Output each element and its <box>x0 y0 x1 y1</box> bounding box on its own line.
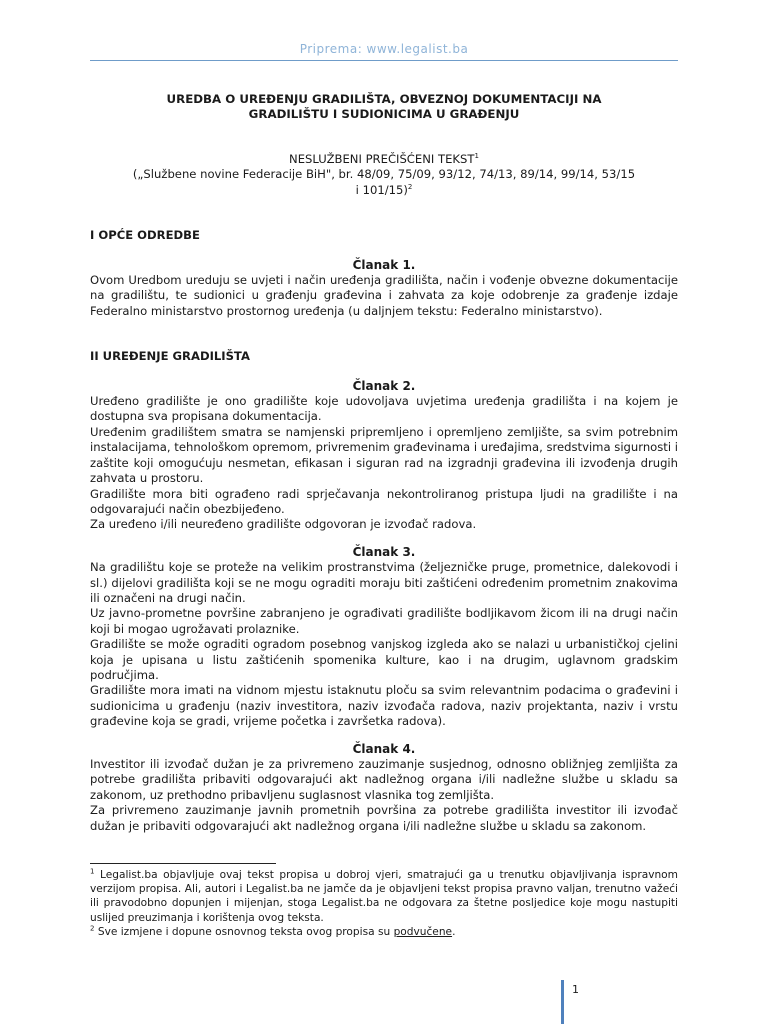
article-1-paragraph-1: Ovom Uredbom ureduju se uvjeti i način uređenja gradilišta, način i vođenje obvezne dokumentacije na gradilištu, te sudionici u građenju građevina i zahvata za koje odobrenje za građenje izdaje Federalno ministarstvo prostornog uređenja (u daljnjem tekstu: Federalno ministarstvo). <box>90 273 678 318</box>
document-subtitle <box>90 152 678 198</box>
page-number-bar <box>561 980 564 1024</box>
section-heading-2: II UREĐENJE GRADILIŠTA <box>90 349 250 364</box>
footnotes <box>90 868 678 939</box>
section-heading-1: I OPĆE ODREDBE <box>90 228 200 243</box>
title-line-2: GRADILIŠTU I SUDIONICIMA U GRAĐENJU <box>248 107 520 121</box>
article-2-paragraph-1: Uređeno gradilište je ono gradilište koje udovoljava uvjetima uređenja gradilišta i na kojem je dostupna sva propisana dokumentacija. <box>90 394 678 424</box>
page-number: 1 <box>572 983 579 996</box>
footnote-1-text: Legalist.ba objavljuje ovaj tekst propisa u dobroj vjeri, smatrajući ga u trenutku objavljivanja ispravnom verzijom propisa. Ali, autori i Legalist.ba ne jamče da je objavljeni tekst propisa pravno valjan, trenutno važeći ili pravodobno dopunjen i mijenjan, stoga Legalist.ba ne odgovara za štetne posljedice koje mogu nastupiti uslijed preuzimanja i korištenja ovog teksta. <box>90 869 678 924</box>
footnote-ref-2: 2 <box>407 182 413 191</box>
article-4-paragraph-2: Za privremeno zauzimanje javnih prometnih površina za potrebe gradilišta investitor ili izvođač dužan je pribaviti odgovarajući akt nadležnog organa i/ili nadležne službe u skladu sa zakonom. <box>90 803 678 833</box>
footnote-2-mark: 2 <box>90 924 95 933</box>
article-3-paragraph-4: Gradilište mora imati na vidnom mjestu istaknutu ploču sa svim relevantnim podacima o građevini i sudionicima u građenju (naziv investitora, naziv izvođača radova, naziv projektanta, naziv i vrstu građevine koja se gradi, vrijeme početka i završetka radova). <box>90 683 678 729</box>
article-1-heading: Članak 1. <box>352 257 416 272</box>
article-2-paragraph-2: Uređenim gradilištem smatra se namjenski pripremljeno i opremljeno zemljište, sa svim potrebnim instalacijama, tehnološkom opremom, privremenim građevinama i uređajima, sredstvima sigurnosti i zaštite koji omogućuju nesmetan, efikasan i siguran rad na izgradnji građevina ili izvođenja drugih zahvata u prostoru. <box>90 424 678 486</box>
footnote-2-text: Sve izmjene i dopune osnovnog teksta ovog propisa su <box>97 925 391 938</box>
article-2-paragraph-4: Za uređeno i/ili neuređeno gradilište odgovoran je izvođač radova. <box>90 517 477 532</box>
header-rule <box>90 60 678 61</box>
subtitle-line-2: („Službene novine Federacije BiH", br. 48/09, 75/09, 93/12, 74/13, 89/14, 99/14, 53/15 i 101/15) <box>132 167 636 197</box>
footnote-2-end: . <box>452 925 456 938</box>
article-2-paragraph-3: Gradilište mora biti ograđeno radi sprječavanja nekontroliranog pristupa ljudi na gradilište i na odgovarajući način obezbijeđeno. <box>90 486 678 516</box>
footnote-1 <box>90 868 678 925</box>
page-header: Priprema: www.legalist.ba <box>299 42 469 56</box>
footnote-separator <box>90 863 276 864</box>
footnote-2-underlined: podvučene <box>393 925 453 938</box>
article-3-paragraph-2: Uz javno-prometne površine zabranjeno je ograđivati gradilište bodljikavom žicom ili na drugi način koji bi mogao ugrožavati prolaznike. <box>90 606 678 636</box>
document-body <box>90 92 678 834</box>
subtitle-line-1: NESLUŽBENI PREČIŠĆENI TEKST <box>289 152 475 166</box>
title-line-1: UREDBA O UREĐENJU GRADILIŠTA, OBVEZNOJ DOKUMENTACIJI NA <box>166 92 602 106</box>
article-4-paragraph-1: Investitor ili izvođač dužan je za privremeno zauzimanje susjednog, odnosno obližnjeg zemljišta za potrebe gradilišta pribaviti odgovarajući akt nadležnog organa i/ili nadležne službe u skladu sa zakonom, uz prethodno pribavljenu suglasnost vlasnika tog zemljišta. <box>90 757 678 802</box>
article-2-heading: Članak 2. <box>352 378 416 393</box>
article-3-paragraph-3: Gradilište se može ograditi ogradom posebnog vanjskog izgleda ako se nalazi u urbanističkoj cjelini koja je upisana u listu zaštićenih spomenika kulture, kao i na drugim, uglavnom gradskim područjima. <box>90 637 678 682</box>
article-4-heading: Članak 4. <box>352 741 416 756</box>
document-title <box>90 92 678 122</box>
footnote-ref-1: 1 <box>474 152 479 161</box>
footnote-1-mark: 1 <box>90 867 95 876</box>
article-3-heading: Članak 3. <box>352 544 416 559</box>
footnote-2 <box>90 925 678 939</box>
article-3-paragraph-1: Na gradilištu koje se proteže na velikim prostranstvima (željezničke pruge, prometnice, dalekovodi i sl.) dijelovi gradilišta koji se ne mogu ograditi moraju biti zaštićeni određenim prometnim znakovima ili označeni na drugi način. <box>90 560 678 605</box>
